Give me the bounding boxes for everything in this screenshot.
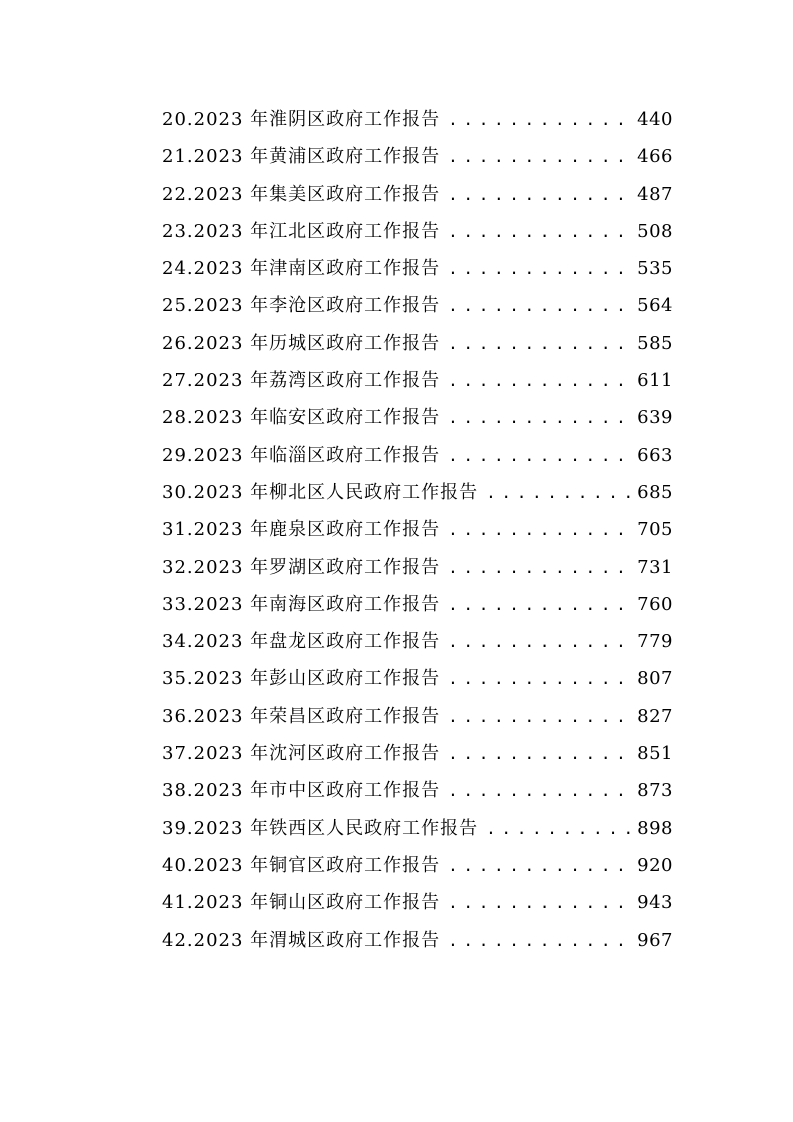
toc-entry[interactable] [162,474,673,511]
toc-entry-title: 37.2023 年沈河区政府工作报告 [162,743,441,765]
dot-leader [448,549,631,586]
toc-entry-page: 611 [637,370,673,392]
toc-entry-page: 827 [637,705,673,727]
toc-entry-page: 807 [637,668,673,690]
toc-entry-title: 39.2023 年铁西区人民政府工作报告 [162,817,479,839]
toc-entry[interactable] [162,213,673,250]
toc-entry-page: 585 [637,332,673,354]
toc-entry-title: 24.2023 年津南区政府工作报告 [162,258,441,280]
toc-entry[interactable] [162,101,673,138]
toc-entry-title: 20.2023 年淮阴区政府工作报告 [162,109,441,130]
toc-entry-page: 851 [637,743,673,765]
dot-leader [448,101,631,138]
toc-entry[interactable] [162,287,673,324]
toc-entry-title: 22.2023 年集美区政府工作报告 [162,183,441,205]
toc-entry-title: 32.2023 年罗湖区政府工作报告 [162,556,441,578]
dot-leader [486,810,631,847]
toc-entry-title: 25.2023 年李沧区政府工作报告 [162,295,441,317]
toc-entry-page: 639 [637,407,673,429]
dot-leader [448,623,631,660]
dot-leader [448,399,631,436]
toc-entry-page: 663 [637,444,673,466]
toc-entry-page: 967 [637,929,673,951]
toc-entry-page: 508 [637,220,673,242]
dot-leader [448,176,631,213]
dot-leader [448,847,631,884]
toc-entry-title: 30.2023 年柳北区人民政府工作报告 [162,481,479,503]
dot-leader [448,362,631,399]
toc-entry[interactable] [162,698,673,735]
toc-entry-title: 21.2023 年黄浦区政府工作报告 [162,146,441,168]
toc-entry-title: 38.2023 年市中区政府工作报告 [162,780,441,802]
toc-entry[interactable] [162,884,673,921]
dot-leader [448,287,631,324]
toc-entry[interactable] [162,586,673,623]
dot-leader [448,772,631,809]
toc-entry-title: 40.2023 年铜官区政府工作报告 [162,854,441,876]
dot-leader [448,698,631,735]
toc-entry[interactable] [162,437,673,474]
toc-entry-page: 487 [637,183,673,205]
dot-leader [448,884,631,921]
dot-leader [448,325,631,362]
toc-entry[interactable] [162,362,673,399]
toc-entry[interactable] [162,735,673,772]
toc-entry[interactable] [162,549,673,586]
toc-entry[interactable] [162,511,673,548]
toc-entry-title: 27.2023 年荔湾区政府工作报告 [162,370,441,392]
dot-leader [448,660,631,697]
toc-entry-page: 898 [637,817,673,839]
toc-entry-title: 26.2023 年历城区政府工作报告 [162,332,441,354]
toc-entry[interactable] [162,660,673,697]
dot-leader [448,437,631,474]
toc-entry-page: 943 [637,892,673,914]
dot-leader [448,213,631,250]
toc-entry-page: 873 [637,780,673,802]
dot-leader [448,138,631,175]
toc-entry[interactable] [162,250,673,287]
dot-leader [486,474,631,511]
toc-entry-title: 29.2023 年临淄区政府工作报告 [162,444,441,466]
toc-entry[interactable] [162,399,673,436]
toc-entry-title: 33.2023 年南海区政府工作报告 [162,593,441,615]
dot-leader [448,922,631,959]
toc-entry-page: 440 [637,109,673,130]
dot-leader [448,735,631,772]
toc-entry-title: 34.2023 年盘龙区政府工作报告 [162,631,441,653]
toc-entry-page: 535 [637,258,673,280]
toc-entry[interactable] [162,922,673,959]
dot-leader [448,586,631,623]
toc-entry-title: 42.2023 年渭城区政府工作报告 [162,929,441,951]
toc-entry[interactable] [162,847,673,884]
toc-entry[interactable] [162,176,673,213]
toc-entry[interactable] [162,325,673,362]
toc-entry-page: 705 [637,519,673,541]
toc-entry-page: 466 [637,146,673,168]
toc-entry-page: 920 [637,854,673,876]
toc-entry[interactable] [162,810,673,847]
toc-entry-page: 685 [637,481,673,503]
toc-entry-page: 564 [637,295,673,317]
toc-entry-title: 31.2023 年鹿泉区政府工作报告 [162,519,441,541]
toc-entry-title: 41.2023 年铜山区政府工作报告 [162,892,441,914]
toc-entry-title: 36.2023 年荣昌区政府工作报告 [162,705,441,727]
table-of-contents [162,101,673,959]
toc-entry-page: 779 [637,631,673,653]
dot-leader [448,250,631,287]
toc-entry-page: 760 [637,593,673,615]
toc-entry-title: 35.2023 年彭山区政府工作报告 [162,668,441,690]
toc-entry-page: 731 [637,556,673,578]
dot-leader [448,511,631,548]
toc-entry-title: 28.2023 年临安区政府工作报告 [162,407,441,429]
toc-entry-title: 23.2023 年江北区政府工作报告 [162,220,441,242]
toc-entry[interactable] [162,772,673,809]
toc-entry[interactable] [162,138,673,175]
toc-entry[interactable] [162,623,673,660]
